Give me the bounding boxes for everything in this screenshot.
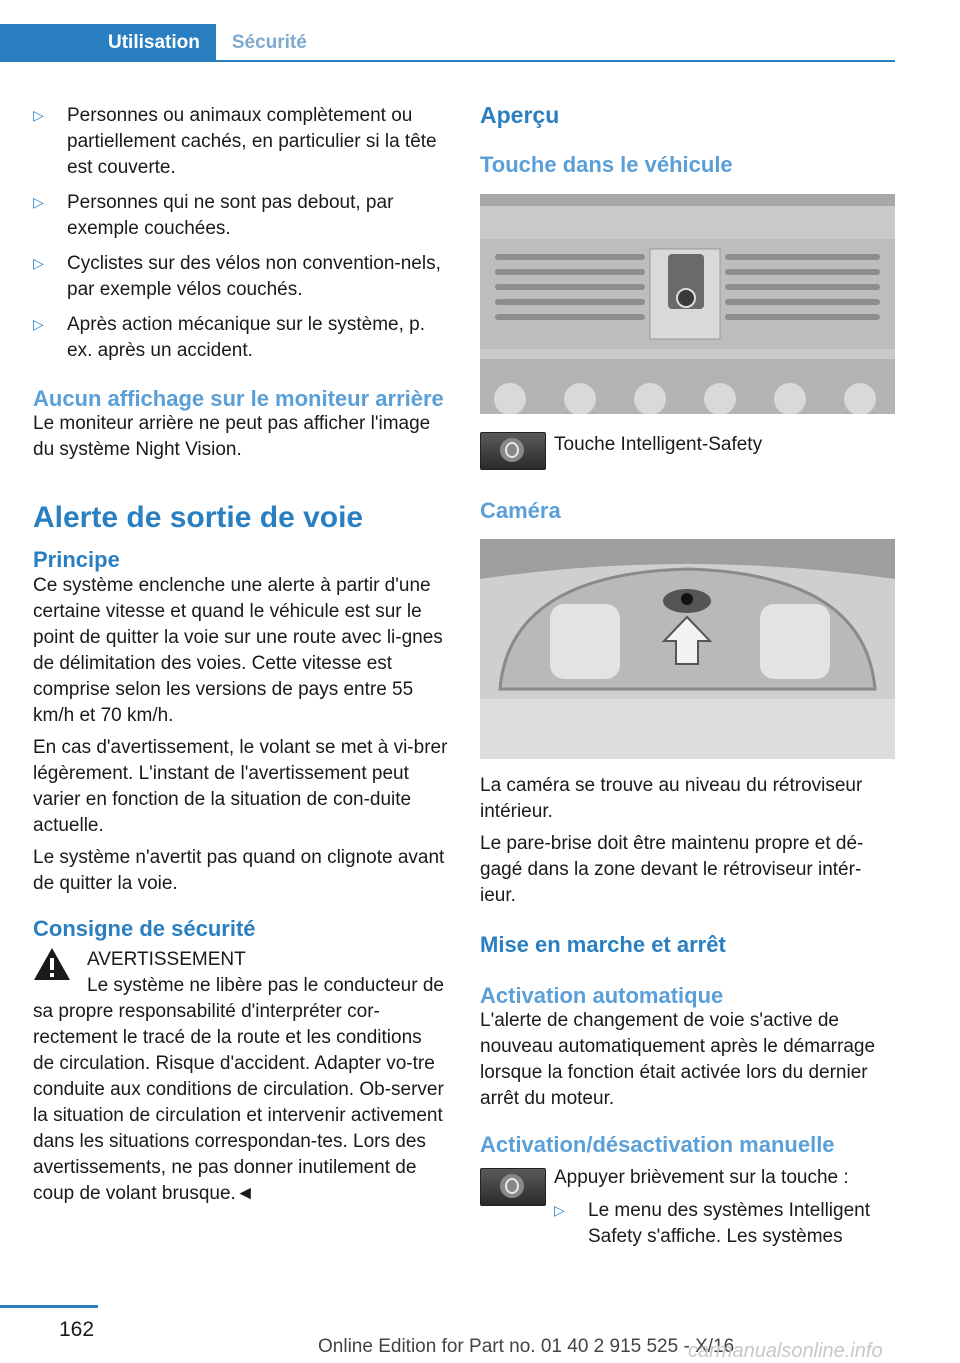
right-column (480, 103, 895, 1259)
triangle-bullet-icon: ▷ (554, 1202, 565, 1218)
section-tabs (0, 24, 895, 62)
intelligent-safety-key-icon (480, 432, 546, 470)
button-caption: Touche Intelligent-Safety (554, 434, 763, 455)
watermark: carmanualsonline.info (688, 1340, 883, 1362)
list-item (33, 190, 448, 242)
safety-heading: Consigne de sécurité (33, 916, 256, 941)
camera-paragraph: Le pare-brise doit être maintenu propre et dé-gagé dans la zone devant le rétroviseur intér-ieur. (480, 833, 864, 906)
intelligent-safety-key-icon (480, 1168, 546, 1206)
list-item-text: Le menu des systèmes Intelligent Safety s'affiche. Les systèmes (588, 1200, 870, 1247)
dashboard-button-image (480, 194, 895, 414)
triangle-bullet-icon: ▷ (33, 107, 44, 123)
warning-block (33, 947, 448, 1207)
principle-paragraph: En cas d'avertissement, le volant se met à vi-brer légèrement. L'instant de l'avertissement peut varier en fonction de la situation de con-duite actuelle. (33, 737, 448, 836)
edition-text: Online Edition for Part no. 01 40 2 915 525 - X/16 (318, 1336, 735, 1357)
list-item (33, 103, 448, 181)
button-caption-row (480, 432, 895, 472)
page-number: 162 (59, 1318, 95, 1341)
list-item-text: Cyclistes sur des vélos non convention-nels, par exemple vélos couchés. (67, 253, 441, 300)
auto-heading: Activation automatique (480, 983, 724, 1008)
no-display-heading: Aucun affichage sur le moniteur arrière (33, 386, 444, 411)
manual-text: Appuyer brièvement sur la touche : (554, 1167, 849, 1188)
principle-paragraph: Le système n'avertit pas quand on clignote avant de quitter la voie. (33, 847, 445, 894)
list-item (554, 1198, 895, 1250)
triangle-bullet-icon: ▷ (33, 194, 44, 210)
triangle-bullet-icon: ▷ (33, 255, 44, 271)
footer-rule (0, 1305, 98, 1308)
auto-paragraph: L'alerte de changement de voie s'active de nouveau automatiquement après le démarrage lorsque la fonction était activée lors du dernier arrêt du moteur. (480, 1010, 876, 1109)
overview-heading: Aperçu (480, 102, 560, 128)
left-column (33, 103, 448, 1207)
warning-title: AVERTISSEMENT (87, 949, 246, 970)
button-heading: Touche dans le véhicule (480, 152, 733, 177)
principle-heading: Principe (33, 547, 120, 572)
warning-text: Le système ne libère pas le conducteur de sa propre responsabilité d'interpréter cor-rectement le tracé de la route et les conditions de circulation. Risque d'accident. Adapter vo-tre conduite aux conditions de circulation. Ob-server la situation de circulation et intervenir activement dans les situations correspondan-tes. Lors des avertissements, ne pas donner inutilement de coup de volant brusque.◄ (33, 975, 444, 1204)
list-item-text: Après action mécanique sur le système, p. ex. après un accident. (67, 314, 426, 361)
manual-block (480, 1165, 895, 1250)
tab-utilisation[interactable]: Utilisation (0, 24, 216, 62)
list-item-text: Personnes ou animaux complètement ou partiellement cachés, en particulier si la tête est couverte. (67, 105, 437, 178)
list-item (33, 251, 448, 303)
list-item (33, 312, 448, 364)
camera-heading: Caméra (480, 498, 561, 523)
onoff-heading: Mise en marche et arrêt (480, 932, 726, 957)
tab-securite[interactable]: Sécurité (231, 32, 307, 53)
principle-paragraph: Ce système enclenche une alerte à partir d'une certaine vitesse et quand le véhicule est sur le point de quitter la voie sur une route avec li-gnes de délimitation des voies. Cette vitesse est comprise selon les versions de pays entre 55 km/h et 70 km/h. (33, 575, 443, 726)
no-display-text: Le moniteur arrière ne peut pas afficher l'image du système Night Vision. (33, 413, 431, 460)
list-item-text: Personnes qui ne sont pas debout, par exemple couchées. (67, 192, 394, 239)
triangle-bullet-icon: ▷ (33, 316, 44, 332)
warning-triangle-icon (33, 947, 71, 981)
page-title: Alerte de sortie de voie (33, 501, 364, 534)
camera-image (480, 539, 895, 759)
camera-paragraph: La caméra se trouve au niveau du rétroviseur intérieur. (480, 775, 863, 822)
manual-heading: Activation/désactivation manuelle (480, 1132, 835, 1157)
